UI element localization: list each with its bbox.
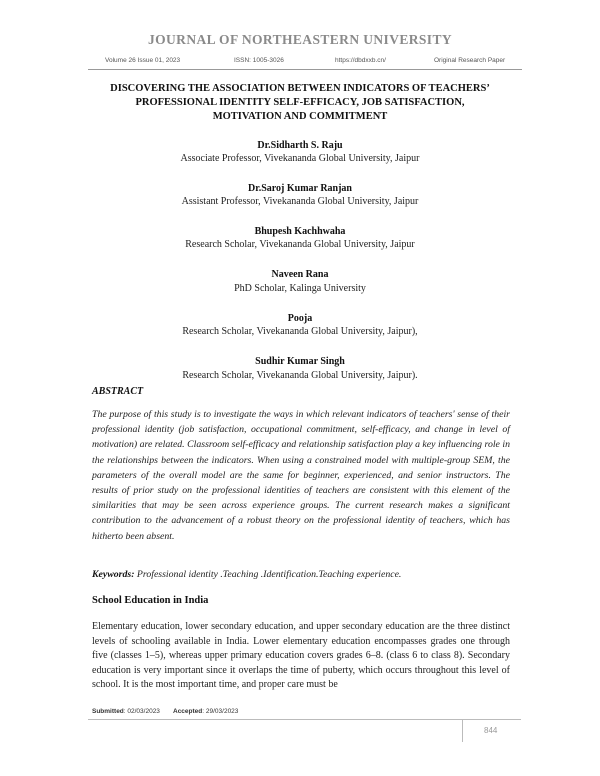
- author-name: Dr.Sidharth S. Raju: [257, 140, 343, 151]
- submitted-date: Submitted: 02/03/2023: [92, 708, 160, 715]
- title-line-3: MOTIVATION AND COMMITMENT: [212, 111, 388, 122]
- title-line-2: PROFESSIONAL IDENTITY SELF-EFFICACY, JOB SATISFACTION,: [135, 97, 465, 108]
- section-heading: School Education in India: [92, 595, 209, 606]
- accepted-date: Accepted: 29/03/2023: [173, 708, 239, 715]
- author-name: Dr.Saroj Kumar Ranjan: [248, 183, 352, 194]
- volume-issue: Volume 26 Issue 01, 2023: [105, 57, 181, 64]
- author-name: Bhupesh Kachhwaha: [254, 226, 346, 237]
- author-affiliation: Research Scholar, Vivekananda Global University, Jaipur),: [182, 326, 418, 337]
- accepted-label: Accepted: [173, 708, 203, 715]
- journal-name: JOURNAL OF NORTHEASTERN UNIVERSITY: [147, 32, 453, 47]
- author-affiliation: Associate Professor, Vivekananda Global University, Jaipur: [180, 153, 420, 164]
- page-number: 844: [484, 726, 498, 735]
- paper-title: [80, 82, 520, 124]
- keywords-text: Professional identity .Teaching .Identification.Teaching experience.: [134, 569, 402, 580]
- author-affiliation: PhD Scholar, Kalinga University: [234, 283, 366, 294]
- author-affiliation: Assistant Professor, Vivekananda Global University, Jaipur: [181, 196, 419, 207]
- paper-type: Original Research Paper: [434, 57, 506, 64]
- header-rule: [88, 69, 522, 70]
- abstract-text: The purpose of this study is to investigate the ways in which relevant indicators of teachers' sense of their professional identity (job satisfaction, occupational commitment, self-efficacy, and change in level of motivation) are related. Classroom self-efficacy and relationship satisfaction play a key influencing role in the relationships between the indicators. When using a constrained model with multiple-group SEM, the parameters of the overall model are the same for beginner, experienced, and senior instructors. The results of prior study on the professional identities of teachers are consistent with this element of the similarities that may be seen across experience groups. The current research makes a significant contribution to the advancement of a robust theory on the professional identity of teachers, which has hitherto been absent.: [92, 409, 510, 542]
- issn: ISSN: 1005-3026: [234, 57, 284, 64]
- author-name: Naveen Rana: [271, 269, 329, 280]
- submitted-label: Submitted: [92, 708, 124, 715]
- title-line-1: DISCOVERING THE ASSOCIATION BETWEEN INDICATORS OF TEACHERS’: [110, 83, 490, 94]
- keywords: [92, 569, 510, 580]
- keywords-label: Keywords:: [92, 569, 135, 580]
- author-name: Pooja: [287, 313, 313, 324]
- author-affiliation: Research Scholar, Vivekananda Global University, Jaipur: [185, 239, 415, 250]
- section-body: Elementary education, lower secondary education, and upper secondary education are the three distinct levels of schooling available in India. Lower elementary education encompasses grades one through five (classes 1–5), whereas upper primary education covers grades 6–8. (class 6 to class 8). Secondary education is very important since it overlaps the time of puberty, which occurs throughout this level of school. It is the most important time, and proper care must be: [92, 621, 510, 691]
- author-name: Sudhir Kumar Singh: [255, 356, 345, 367]
- abstract-heading: ABSTRACT: [92, 386, 144, 397]
- footer-rule: [88, 719, 462, 720]
- journal-url: https://dbdxxb.cn/: [335, 57, 386, 64]
- author-affiliation: Research Scholar, Vivekananda Global University, Jaipur).: [182, 370, 418, 381]
